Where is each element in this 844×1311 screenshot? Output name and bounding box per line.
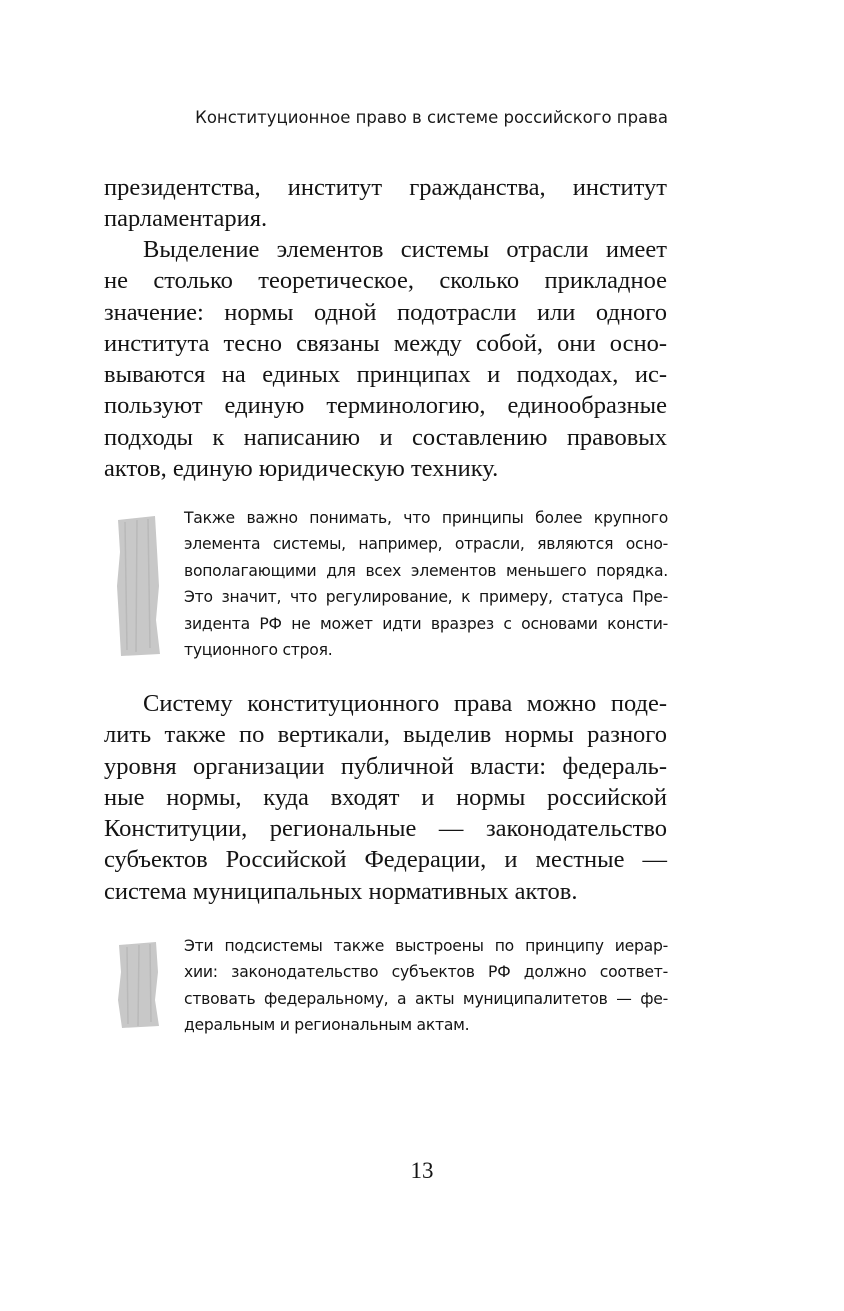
text-line: актов, единую юридическую технику. bbox=[104, 455, 499, 483]
text-line: Систему конституционного права можно поде- bbox=[143, 690, 667, 717]
text-line: подходы к написанию и составлению правовых bbox=[104, 423, 667, 451]
text-line: вываются на единых принципах и подходах, ис- bbox=[104, 361, 667, 389]
paragraph-2 bbox=[104, 234, 667, 484]
text-line: субъектов Российской Федерации, и местные — bbox=[104, 846, 667, 874]
note-line: деральным и региональным актам. bbox=[184, 1016, 470, 1035]
text-line: Конституции, региональные — законодательство bbox=[104, 815, 667, 843]
text-line: института тесно связаны между собой, они осно- bbox=[104, 329, 667, 357]
note-line: Также важно понимать, что принципы более крупного bbox=[184, 509, 668, 527]
note-marker-icon bbox=[115, 516, 161, 656]
note-line: зидента РФ не может идти вразрез с основами консти- bbox=[184, 614, 668, 633]
text-line: лить также по вертикали, выделив нормы разного bbox=[104, 721, 667, 749]
text-line: парламентария. bbox=[104, 205, 268, 233]
note-line: элемента системы, например, отрасли, являются осно- bbox=[184, 535, 668, 554]
note-line: ствовать федеральному, а акты муниципалитетов — фе- bbox=[184, 989, 668, 1008]
running-header: Конституционное право в системе российского права bbox=[195, 108, 668, 127]
text-line: Выделение элементов системы отрасли имеет bbox=[143, 236, 667, 263]
text-line: значение: нормы одной подотрасли или одного bbox=[104, 298, 667, 326]
page-number: 13 bbox=[410, 1158, 434, 1183]
paragraph-1 bbox=[104, 172, 667, 235]
note-marker-icon bbox=[115, 942, 161, 1028]
note-line: хии: законодательство субъектов РФ должно соответ- bbox=[184, 963, 668, 982]
note-1 bbox=[184, 505, 668, 663]
paragraph-3 bbox=[104, 688, 667, 907]
note-line: Эти подсистемы также выстроены по принципу иерар- bbox=[184, 937, 668, 955]
text-line: не столько теоретическое, сколько прикладное bbox=[104, 267, 667, 295]
note-2 bbox=[184, 933, 668, 1039]
note-line: туционного строя. bbox=[184, 641, 333, 660]
text-line: система муниципальных нормативных актов. bbox=[104, 877, 578, 905]
note-line: вополагающими для всех элементов меньшего порядка. bbox=[184, 561, 668, 580]
text-line: президентства, институт гражданства, институт bbox=[104, 174, 667, 201]
note-line: Это значит, что регулирование, к примеру, статуса Пре- bbox=[184, 588, 668, 607]
text-line: пользуют единую терминологию, единообразные bbox=[104, 392, 667, 420]
text-line: ные нормы, куда входят и нормы российской bbox=[104, 783, 667, 811]
text-line: уровня организации публичной власти: федераль- bbox=[104, 752, 667, 780]
